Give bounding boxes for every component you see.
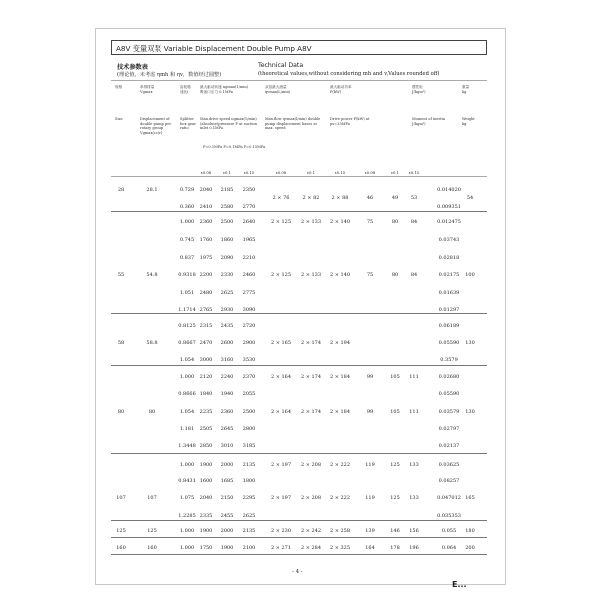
- table-cell: 1965: [242, 237, 256, 243]
- table-cell: 2 × 230: [270, 528, 292, 534]
- table-cell: 2 × 125: [270, 272, 292, 278]
- table-cell: 1.1714: [178, 307, 196, 313]
- table-cell: 2235: [199, 409, 213, 415]
- table-cell: 3530: [242, 357, 256, 363]
- table-cell: 130: [465, 409, 475, 415]
- header-en-3: Max.drive speed ngmax(1/min) (absolute)pressure P at suction inlet 0.1MPa: [200, 117, 257, 131]
- table-cell: 2100: [242, 545, 256, 551]
- table-cell: 105: [390, 409, 400, 415]
- table-cell: 53: [410, 195, 418, 201]
- table-cell: 0.055: [441, 528, 457, 534]
- table-cell: 1860: [220, 237, 234, 243]
- table-cell: 133: [409, 495, 419, 501]
- table-cell: 1685: [220, 478, 234, 484]
- table-cell: 75: [366, 219, 374, 225]
- table-cell: 0.01639: [438, 290, 460, 296]
- table-cell: 2240: [220, 374, 234, 380]
- table-cell: 2 × 271: [270, 545, 292, 551]
- table-cell: 2455: [220, 513, 234, 519]
- table-cell: 2 × 133: [300, 219, 322, 225]
- table-cell: 84: [410, 219, 418, 225]
- table-cell: 2645: [220, 426, 234, 432]
- group-divider-6: [111, 554, 487, 555]
- table-cell: 160: [147, 545, 157, 551]
- table-cell: 2765: [199, 307, 213, 313]
- table-cell: 200: [465, 545, 475, 551]
- table-cell: 2 × 242: [300, 528, 322, 534]
- header-title: A8V 变量双泵 Variable Displacement Double Pump A8V: [111, 40, 487, 55]
- header-en-0: Size: [115, 117, 123, 121]
- table-cell: 0.009351: [437, 204, 461, 210]
- table-cell: 0.8666: [178, 391, 196, 397]
- table-cell: 2 × 165: [270, 340, 292, 346]
- table-cell: 2330: [220, 272, 234, 278]
- group-divider-4: [111, 520, 487, 521]
- header-cn-2: 齿轮箱 速比i: [180, 85, 191, 94]
- header-cn-7: 重量 kg: [462, 85, 470, 94]
- table-cell: 2040: [199, 495, 213, 501]
- subheader-3: ε0.08: [275, 170, 287, 175]
- table-cell: 2435: [220, 323, 234, 329]
- table-cell: 46: [366, 195, 374, 201]
- table-cell: 107: [116, 495, 126, 501]
- table-cell: 0.9318: [178, 272, 196, 278]
- table-cell: 1.054: [179, 409, 195, 415]
- table-cell: 0.8125: [178, 323, 196, 329]
- header-en-5: Drive power P(kW) at ps=35MPa: [330, 117, 370, 126]
- table-cell: 2625: [220, 290, 234, 296]
- table-cell: 125: [390, 462, 400, 468]
- table-cell: 0.03625: [438, 462, 460, 468]
- header-cn-0: 规格: [115, 85, 123, 89]
- table-cell: 54.8: [146, 272, 158, 278]
- table-cell: 2135: [242, 528, 256, 534]
- table-cell: 0.01297: [438, 307, 460, 313]
- table-cell: 0.837: [179, 255, 195, 261]
- subheader-4: ε0.1: [306, 170, 316, 175]
- table-cell: 1600: [199, 478, 213, 484]
- table-cell: 0.02680: [438, 374, 460, 380]
- table-cell: 2 × 325: [329, 545, 351, 551]
- table-cell: 1.075: [179, 495, 195, 501]
- table-cell: 54: [466, 195, 474, 201]
- table-cell: 1.051: [179, 290, 195, 296]
- table-cell: 100: [465, 272, 475, 278]
- table-cell: 2930: [220, 307, 234, 313]
- group-divider-3: [111, 453, 487, 454]
- table-cell: 2 × 88: [331, 195, 349, 201]
- table-cell: 2210: [242, 255, 256, 261]
- table-cell: 2 × 222: [329, 462, 351, 468]
- table-cell: 80: [148, 409, 156, 415]
- table-cell: 2 × 222: [329, 495, 351, 501]
- table-cell: 2640: [242, 219, 256, 225]
- table-cell: 2315: [199, 323, 213, 329]
- header-cn-3: 最大驱动转速 ngmax(1/min) 吸油口压力 0.1MPa: [200, 85, 249, 94]
- table-cell: 133: [409, 462, 419, 468]
- group-divider-0: [111, 211, 487, 212]
- table-cell: 2 × 208: [300, 495, 322, 501]
- table-cell: 2625: [242, 513, 256, 519]
- table-cell: 2900: [242, 340, 256, 346]
- table-cell: 1.000: [179, 545, 195, 551]
- section-subtitle-cn: (理论值，未考虑 ηmh 和 ηv，数值经过圆整): [117, 72, 222, 78]
- table-cell: 28: [117, 187, 125, 193]
- table-cell: 125: [390, 495, 400, 501]
- table-cell: 0.729: [179, 187, 195, 193]
- table-cell: 2 × 184: [329, 409, 351, 415]
- table-cell: 2 × 140: [329, 272, 351, 278]
- table-cell: 0.8431: [178, 478, 196, 484]
- table-cell: 180: [465, 528, 475, 534]
- table-cell: 2850: [199, 443, 213, 449]
- table-cell: 0.08257: [438, 478, 460, 484]
- group-divider-2: [111, 365, 487, 366]
- table-cell: 28.1: [146, 187, 158, 193]
- table-cell: 111: [409, 374, 419, 380]
- table-cell: 164: [365, 545, 375, 551]
- table-cell: 1.181: [179, 426, 195, 432]
- table-cell: 3010: [220, 443, 234, 449]
- table-cell: 1800: [242, 478, 256, 484]
- table-cell: 99: [366, 409, 374, 415]
- table-cell: 2185: [220, 187, 234, 193]
- table-cell: 0.02137: [438, 443, 460, 449]
- table-cell: 0.02175: [438, 272, 460, 278]
- table-cell: 2770: [242, 204, 256, 210]
- table-cell: 2000: [220, 462, 234, 468]
- header-cn-5: 最大驱动功率 P(kW): [330, 85, 352, 94]
- table-cell: 84: [410, 272, 418, 278]
- table-cell: 1.000: [179, 219, 195, 225]
- table-cell: 1900: [220, 545, 234, 551]
- table-cell: 2350: [242, 187, 256, 193]
- table-cell: 2335: [199, 513, 213, 519]
- header-rule-0: [111, 80, 487, 81]
- table-cell: 2600: [220, 340, 234, 346]
- subheader-5: ε0.15: [334, 170, 346, 175]
- table-cell: 119: [365, 462, 375, 468]
- table-cell: 1900: [199, 528, 213, 534]
- table-cell: 0.3579: [440, 357, 458, 363]
- table-cell: 55: [117, 272, 125, 278]
- table-cell: 1.2285: [178, 513, 196, 519]
- header-en-6: Moment of inertia J(kgm²): [412, 117, 445, 126]
- table-cell: 2 × 208: [300, 462, 322, 468]
- table-cell: 75: [366, 272, 374, 278]
- section-subtitle-en: (theoretical values,without considering mh and v,Values rounded off): [258, 71, 440, 77]
- table-cell: 2 × 258: [329, 528, 351, 534]
- table-cell: 105: [390, 374, 400, 380]
- speed-note: P=0.1MPa P=0.1MPa P=0.15MPa: [203, 145, 266, 149]
- table-cell: 80: [391, 219, 399, 225]
- table-cell: 2 × 174: [300, 340, 322, 346]
- table-cell: 2135: [242, 462, 256, 468]
- section-title-en: Technical Data: [258, 62, 304, 69]
- table-cell: 1.000: [179, 374, 195, 380]
- table-cell: 2500: [242, 409, 256, 415]
- table-cell: 0.360: [179, 204, 195, 210]
- table-cell: 2470: [199, 340, 213, 346]
- table-cell: 0.8667: [178, 340, 196, 346]
- table-cell: 2460: [242, 272, 256, 278]
- table-cell: 146: [390, 528, 400, 534]
- table-cell: 2 × 82: [302, 195, 320, 201]
- table-cell: 1840: [199, 391, 213, 397]
- table-cell: 107: [147, 495, 157, 501]
- table-cell: 2505: [199, 426, 213, 432]
- table-cell: 2090: [220, 255, 234, 261]
- table-cell: 156: [409, 528, 419, 534]
- table-cell: 2040: [199, 187, 213, 193]
- table-cell: 2775: [242, 290, 256, 296]
- table-cell: 1750: [199, 545, 213, 551]
- table-cell: 1.000: [179, 528, 195, 534]
- table-cell: 2 × 164: [270, 409, 292, 415]
- subheader-8: ε0.15: [408, 170, 420, 175]
- table-cell: 3090: [242, 307, 256, 313]
- table-cell: 2370: [242, 374, 256, 380]
- header-cn-4: 双泵最大流量 qvmax(L/min): [265, 85, 291, 94]
- subheader-2: ε0.15: [243, 170, 255, 175]
- header-en-2: Splitter box gear ratio: [180, 117, 196, 131]
- table-cell: 2 × 174: [300, 374, 322, 380]
- table-cell: 1.054: [179, 357, 195, 363]
- table-cell: 2295: [242, 495, 256, 501]
- header-en-4: Max.flow qvmax(l/min) double pump displacement bases at max. speed: [265, 117, 321, 131]
- table-cell: 2 × 197: [270, 495, 292, 501]
- subheader-0: ε0.08: [200, 170, 212, 175]
- table-cell: 2 × 164: [270, 374, 292, 380]
- subheader-6: ε0.08: [364, 170, 376, 175]
- table-cell: 2200: [199, 272, 213, 278]
- table-cell: 0.012475: [437, 219, 461, 225]
- table-cell: 178: [390, 545, 400, 551]
- table-cell: 130: [465, 340, 475, 346]
- header-rule-1: [111, 176, 487, 177]
- table-cell: 0.02818: [438, 255, 460, 261]
- header-cn-1: 单排排量 Vgmax: [140, 85, 155, 94]
- page-number: - 4 -: [292, 569, 303, 575]
- table-cell: 1.3448: [178, 443, 196, 449]
- table-cell: 2580: [220, 204, 234, 210]
- table-cell: 2500: [220, 219, 234, 225]
- table-cell: 139: [365, 528, 375, 534]
- table-cell: 2800: [242, 426, 256, 432]
- table-cell: 1975: [199, 255, 213, 261]
- table-cell: 2150: [220, 495, 234, 501]
- table-cell: 58.8: [146, 340, 158, 346]
- table-cell: 2 × 125: [270, 219, 292, 225]
- table-cell: 2 × 197: [270, 462, 292, 468]
- corner-mark: E...: [452, 580, 467, 589]
- table-cell: 111: [409, 409, 419, 415]
- table-cell: 0.06189: [438, 323, 460, 329]
- header-en-1: Displacement of double pump per rotary group Vgmax(cc/r): [140, 117, 172, 135]
- subheader-7: ε0.1: [390, 170, 400, 175]
- table-cell: 0.03579: [438, 409, 460, 415]
- group-divider-1: [111, 313, 487, 314]
- table-cell: 2000: [220, 528, 234, 534]
- table-cell: 2410: [199, 204, 213, 210]
- table-cell: 2 × 76: [272, 195, 290, 201]
- table-cell: 80: [391, 272, 399, 278]
- table-cell: 3185: [242, 443, 256, 449]
- table-cell: 3160: [220, 357, 234, 363]
- table-cell: 125: [116, 528, 126, 534]
- table-cell: 80: [117, 409, 125, 415]
- table-cell: 2 × 284: [300, 545, 322, 551]
- table-cell: 2 × 194: [329, 340, 351, 346]
- table-cell: 2 × 184: [329, 374, 351, 380]
- table-cell: 2120: [199, 374, 213, 380]
- table-cell: 2480: [199, 290, 213, 296]
- table-cell: 119: [365, 495, 375, 501]
- table-cell: 2360: [199, 219, 213, 225]
- table-cell: 160: [116, 545, 126, 551]
- table-cell: 0.035353: [437, 513, 461, 519]
- table-cell: 2360: [220, 409, 234, 415]
- table-cell: 3000: [199, 357, 213, 363]
- table-cell: 0.05590: [438, 340, 460, 346]
- header-en-7: Weight kg: [462, 117, 475, 126]
- table-cell: 0.064: [441, 545, 457, 551]
- header-cn-6: 惯性矩 J(kgm²): [412, 85, 426, 94]
- table-cell: 196: [409, 545, 419, 551]
- table-cell: 49: [391, 195, 399, 201]
- table-cell: 0.745: [179, 237, 195, 243]
- table-cell: 2055: [242, 391, 256, 397]
- table-cell: 2720: [242, 323, 256, 329]
- table-cell: 0.03743: [438, 237, 460, 243]
- table-cell: 125: [147, 528, 157, 534]
- table-cell: 0.014020: [437, 187, 461, 193]
- table-cell: 1900: [199, 462, 213, 468]
- table-cell: 0.02797: [438, 426, 460, 432]
- table-cell: 58: [117, 340, 125, 346]
- table-cell: 2 × 174: [300, 409, 322, 415]
- table-cell: 99: [366, 374, 374, 380]
- table-cell: 165: [465, 495, 475, 501]
- subheader-1: ε0.1: [222, 170, 232, 175]
- table-cell: 2 × 140: [329, 219, 351, 225]
- table-cell: 1940: [220, 391, 234, 397]
- section-title-cn: 技术参数表: [117, 64, 148, 71]
- table-cell: 2 × 133: [300, 272, 322, 278]
- table-cell: 1.000: [179, 462, 195, 468]
- table-cell: 1760: [199, 237, 213, 243]
- table-cell: 0.05590: [438, 391, 460, 397]
- table-cell: 0.047012: [437, 495, 461, 501]
- group-divider-5: [111, 537, 487, 538]
